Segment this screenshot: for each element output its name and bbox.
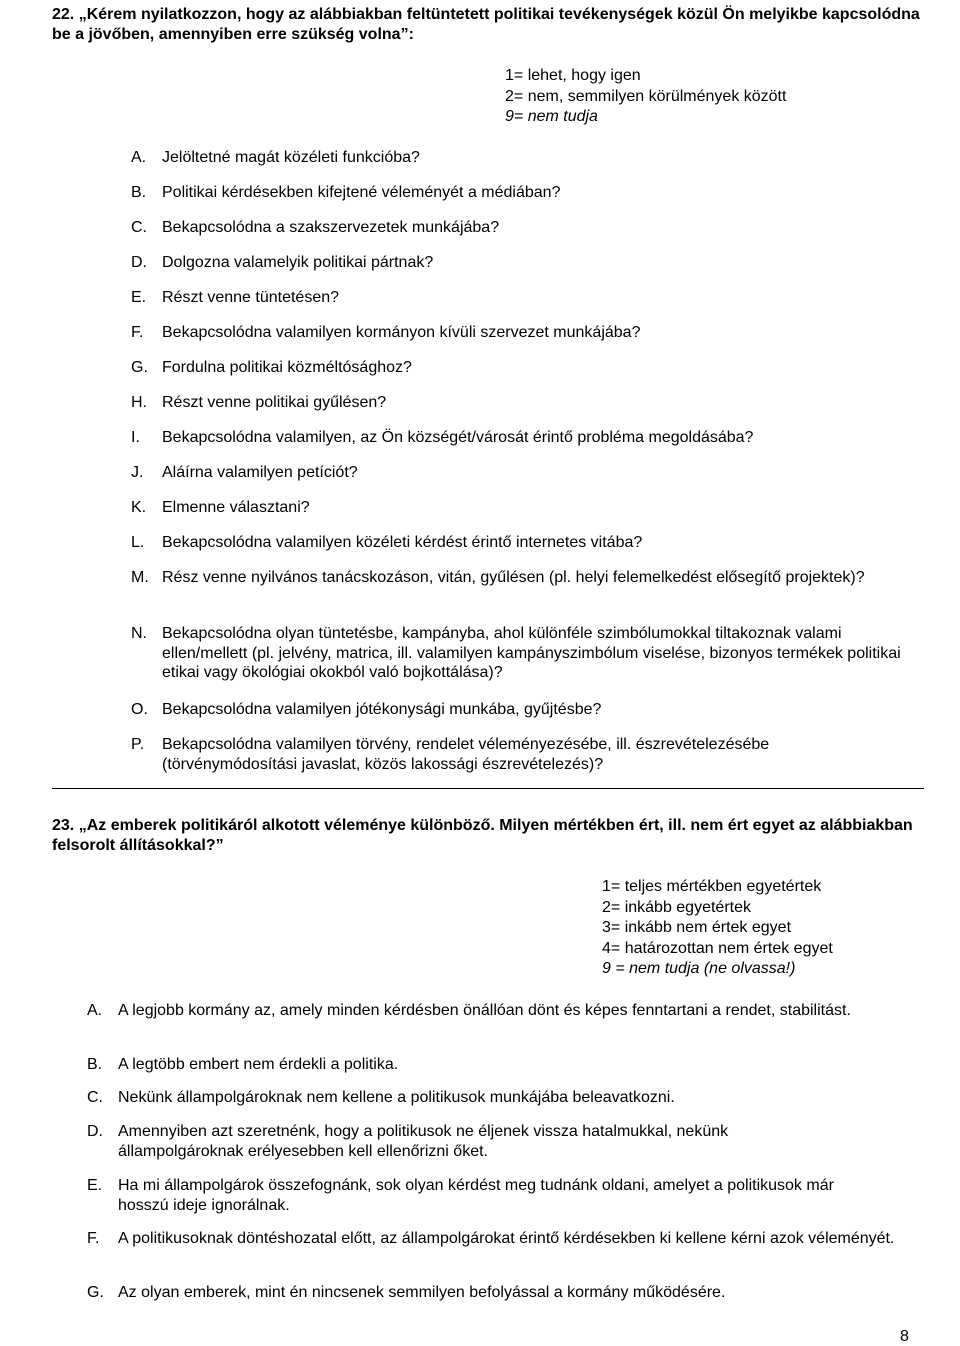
item-text: Jelöltetné magát közéleti funkcióba? xyxy=(162,149,420,166)
item-text: Nekünk állampolgároknak nem kellene a politikusok munkájába beleavatkozni. xyxy=(118,1089,675,1106)
item-letter: F. xyxy=(131,324,144,341)
q22-item xyxy=(131,288,871,308)
item-letter: A. xyxy=(87,1002,103,1019)
q23-item xyxy=(87,1055,877,1075)
item-text: Az olyan emberek, mint én nincsenek semmilyen befolyással a kormány működésére. xyxy=(118,1284,726,1301)
item-text: Aláírna valamilyen petíciót? xyxy=(162,464,358,481)
section-divider xyxy=(52,788,924,789)
item-letter: B. xyxy=(87,1056,103,1073)
item-text: Fordulna politikai közméltósághoz? xyxy=(162,359,412,376)
item-letter: K. xyxy=(131,499,147,516)
item-letter: I. xyxy=(131,429,140,446)
item-letter: F. xyxy=(87,1230,100,1247)
q22-item xyxy=(131,624,911,683)
item-text: A legjobb kormány az, amely minden kérdésben önállóan dönt és képes fenntartani a rendet, stabilitást. xyxy=(118,1002,851,1019)
q22-item xyxy=(131,148,871,168)
q22-item xyxy=(131,428,871,448)
q22-item xyxy=(131,253,871,273)
q23-heading: 23. „Az emberek politikáról alkotott véleménye különböző. Milyen mértékben ért, ill. nem ért egyet az alábbiakban felsorolt állításokkal?” xyxy=(52,817,913,854)
item-text: Bekapcsolódna valamilyen jótékonysági munkába, gyűjtésbe? xyxy=(162,701,602,718)
q23-item xyxy=(87,1283,887,1303)
item-text: Elmenne választani? xyxy=(162,499,310,516)
item-letter: D. xyxy=(87,1123,103,1140)
item-letter: L. xyxy=(131,534,145,551)
item-letter: E. xyxy=(87,1177,103,1194)
item-letter: G. xyxy=(131,359,148,376)
q23-legend-item: 1= teljes mértékben egyetértek xyxy=(602,878,822,895)
item-text: A legtöbb embert nem érdekli a politika. xyxy=(118,1056,399,1073)
q22-heading: 22. „Kérem nyilatkozzon, hogy az alábbiakban feltüntetett politikai tevékenységek közül Ön melyikbe kapcsolódna be a jövőben, amennyiben erre szükség volna”: xyxy=(52,6,920,43)
q23-item xyxy=(87,1088,877,1108)
item-letter: J. xyxy=(131,464,144,481)
q23-legend-item: 9 = nem tudja (ne olvassa!) xyxy=(602,960,796,977)
item-text: A politikusoknak döntéshozatal előtt, az állampolgárokat érintő kérdésekben ki kellene kérni azok véleményét. xyxy=(118,1230,895,1247)
q23-legend-item: 3= inkább nem értek egyet xyxy=(602,919,792,936)
q22-item xyxy=(131,533,871,553)
page-number: 8 xyxy=(900,1328,909,1345)
item-letter: P. xyxy=(131,736,145,753)
item-text: Amennyiben azt szeretnénk, hogy a politikusok ne éljenek vissza hatalmukkal, nekünk állampolgároknak erélyesebben kell ellenőrizni őket. xyxy=(118,1123,729,1160)
q23-item xyxy=(87,1001,877,1021)
q22-legend-item: 2= nem, semmilyen körülmények között xyxy=(505,87,787,105)
item-text: Részt venne politikai gyűlésen? xyxy=(162,394,387,411)
item-letter: C. xyxy=(87,1089,103,1106)
q22-item xyxy=(131,323,871,343)
item-text: Politikai kérdésekben kifejtené véleményét a médiában? xyxy=(162,184,561,201)
item-text: Részt venne tüntetésen? xyxy=(162,289,340,306)
q22-item xyxy=(131,183,871,203)
q23-legend-item: 2= inkább egyetértek xyxy=(602,898,751,916)
q22-item xyxy=(131,358,871,378)
q23-item xyxy=(87,1176,887,1215)
q22-item xyxy=(131,498,871,518)
q23-item xyxy=(87,1122,837,1161)
q22-legend-item: 1= lehet, hogy igen xyxy=(505,67,641,84)
item-text: Bekapcsolódna a szakszervezetek munkájába? xyxy=(162,219,500,236)
item-letter: G. xyxy=(87,1284,104,1301)
item-text: Bekapcsolódna valamilyen törvény, rendelet véleményezésébe, ill. észrevételezésébe (törvénymódosítási javaslat, közös lakossági észrevételezés)? xyxy=(162,736,770,773)
item-text: Bekapcsolódna olyan tüntetésbe, kampányba, ahol különféle szimbólumokkal tiltakoznak valami ellen/mellett (pl. jelvény, matrica, ill. valamilyen kampányszimbólum viselése, bizonyos termékek politikai etikai vagy ökológiai okokból való bojkottálása)? xyxy=(162,625,901,681)
q22-item xyxy=(131,568,891,588)
q22-item xyxy=(131,463,871,483)
q22-legend-item: 9= nem tudja xyxy=(505,108,598,125)
q23-item xyxy=(87,1229,897,1249)
item-letter: A. xyxy=(131,149,147,166)
item-text: Ha mi állampolgárok összefognánk, sok olyan kérdést meg tudnánk oldani, amelyet a politikusok már hosszú ideje ignorálnak. xyxy=(118,1177,834,1214)
item-letter: M. xyxy=(131,569,149,586)
q23-legend-item: 4= határozottan nem értek egyet xyxy=(602,939,833,957)
q22-item xyxy=(131,393,871,413)
item-letter: B. xyxy=(131,184,147,201)
item-letter: D. xyxy=(131,254,147,271)
item-text: Bekapcsolódna valamilyen, az Ön községét/városát érintő probléma megoldásába? xyxy=(162,429,754,446)
item-letter: C. xyxy=(131,219,147,236)
q22-legend xyxy=(505,66,786,128)
q22-item xyxy=(131,735,851,774)
item-text: Rész venne nyilvános tanácskozáson, vitán, gyűlésen (pl. helyi felemelkedést elősegítő projektek)? xyxy=(162,569,865,586)
item-text: Bekapcsolódna valamilyen közéleti kérdést érintő internetes vitába? xyxy=(162,534,643,551)
item-text: Bekapcsolódna valamilyen kormányon kívüli szervezet munkájába? xyxy=(162,324,641,341)
q22-item xyxy=(131,700,871,720)
item-letter: E. xyxy=(131,289,147,306)
q23-legend xyxy=(602,877,833,980)
item-text: Dolgozna valamelyik politikai pártnak? xyxy=(162,254,434,271)
item-letter: H. xyxy=(131,394,147,411)
item-letter: O. xyxy=(131,701,148,718)
item-letter: N. xyxy=(131,625,147,642)
q22-item xyxy=(131,218,871,238)
